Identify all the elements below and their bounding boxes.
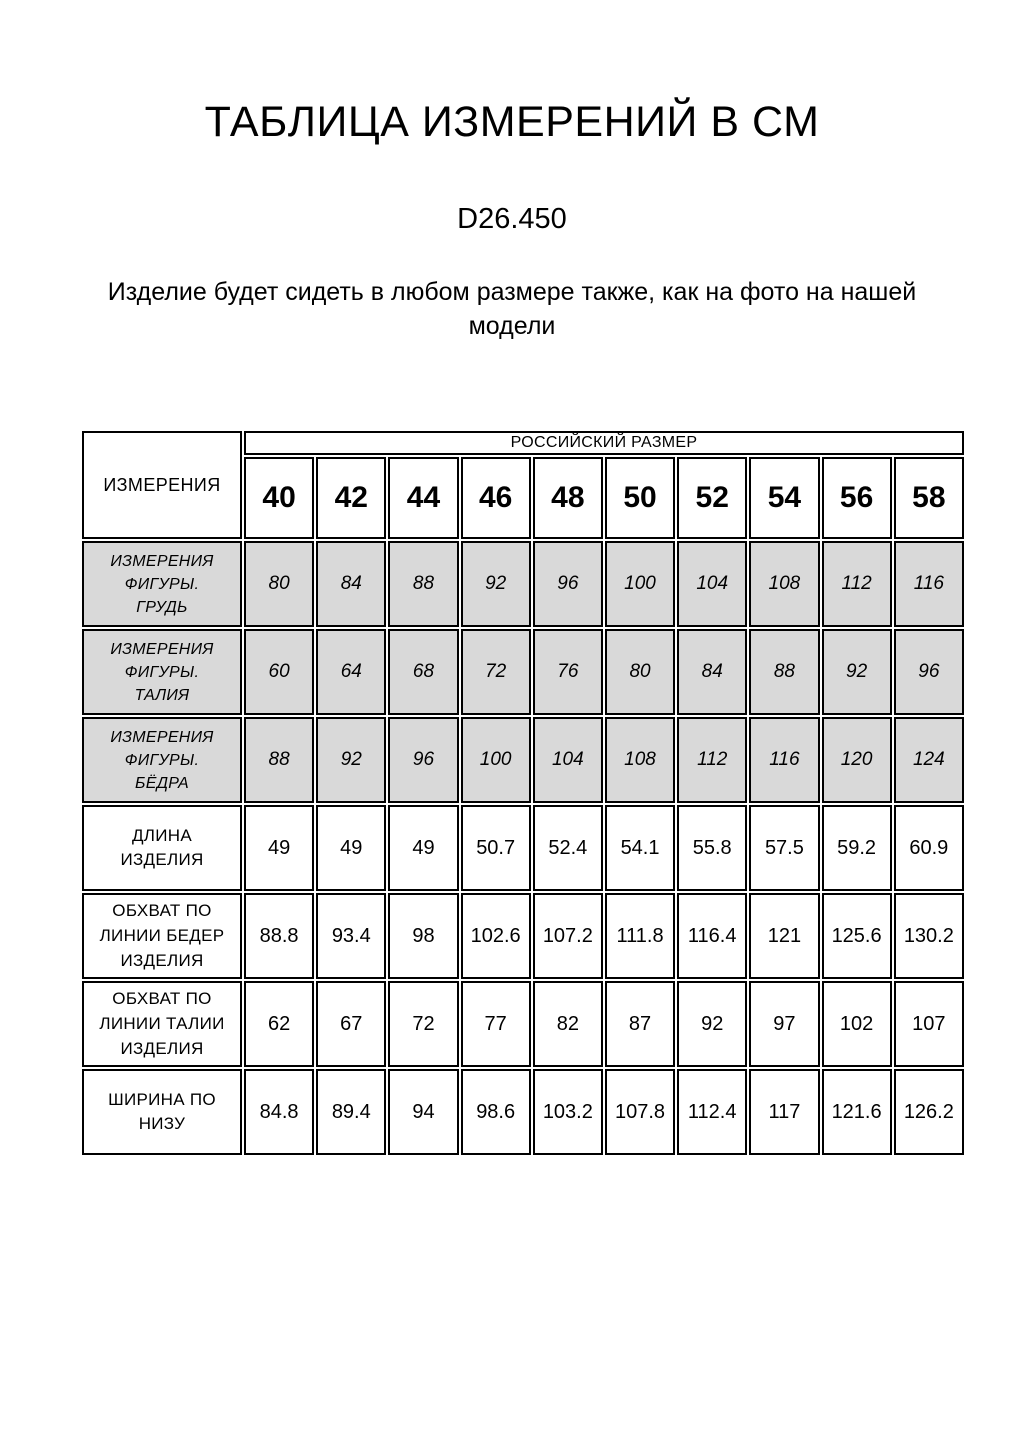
size-header-cell: 56 [822,457,892,539]
table-row [82,981,964,1067]
size-header-cell: 46 [461,457,531,539]
value-cell: 49 [244,805,314,891]
product-code: D26.450 [457,203,567,236]
value-cell: 50.7 [461,805,531,891]
value-cell: 60 [244,629,314,715]
value-cell: 126.2 [894,1069,964,1155]
group-header-cell: РОССИЙСКИЙ РАЗМЕР [244,431,964,455]
value-cell: 96 [533,541,603,627]
value-cell: 80 [244,541,314,627]
value-cell: 72 [388,981,458,1067]
value-cell: 98.6 [461,1069,531,1155]
value-cell: 87 [605,981,675,1067]
row-label-cell: ОБХВАТ ПО ЛИНИИ ТАЛИИ ИЗДЕЛИЯ [82,981,242,1067]
fit-note: Изделие будет сидеть в любом размере также, как на фото на нашей модели [107,278,917,341]
value-cell: 82 [533,981,603,1067]
value-cell: 102.6 [461,893,531,979]
value-cell: 94 [388,1069,458,1155]
row-label-cell: ИЗМЕРЕНИЯ ФИГУРЫ. ТАЛИЯ [82,629,242,715]
value-cell: 125.6 [822,893,892,979]
size-header-cell: 50 [605,457,675,539]
value-cell: 67 [316,981,386,1067]
value-cell: 92 [677,981,747,1067]
corner-label-cell: ИЗМЕРЕНИЯ [82,431,242,539]
value-cell: 116.4 [677,893,747,979]
row-label-cell: ИЗМЕРЕНИЯ ФИГУРЫ. БЁДРА [82,717,242,803]
value-cell: 107 [894,981,964,1067]
table-row [82,805,964,891]
value-cell: 55.8 [677,805,747,891]
value-cell: 124 [894,717,964,803]
value-cell: 49 [316,805,386,891]
value-cell: 104 [677,541,747,627]
value-cell: 98 [388,893,458,979]
size-header-cell: 40 [244,457,314,539]
value-cell: 116 [749,717,819,803]
value-cell: 108 [749,541,819,627]
value-cell: 77 [461,981,531,1067]
value-cell: 49 [388,805,458,891]
table-row [82,717,964,803]
value-cell: 96 [388,717,458,803]
row-label-cell: ИЗМЕРЕНИЯ ФИГУРЫ. ГРУДЬ [82,541,242,627]
value-cell: 107.8 [605,1069,675,1155]
value-cell: 88 [749,629,819,715]
value-cell: 111.8 [605,893,675,979]
table-row [82,893,964,979]
row-label-cell: ОБХВАТ ПО ЛИНИИ БЕДЕР ИЗДЕЛИЯ [82,893,242,979]
value-cell: 72 [461,629,531,715]
value-cell: 93.4 [316,893,386,979]
value-cell: 88 [244,717,314,803]
value-cell: 88 [388,541,458,627]
measurements-table [80,429,966,1157]
value-cell: 121 [749,893,819,979]
value-cell: 117 [749,1069,819,1155]
page-title: ТАБЛИЦА ИЗМЕРЕНИЙ В СМ [204,98,820,146]
value-cell: 80 [605,629,675,715]
value-cell: 84 [677,629,747,715]
row-label-cell: ДЛИНА ИЗДЕЛИЯ [82,805,242,891]
size-header-cell: 44 [388,457,458,539]
value-cell: 92 [461,541,531,627]
value-cell: 100 [461,717,531,803]
header-row-group [82,431,964,455]
value-cell: 97 [749,981,819,1067]
value-cell: 100 [605,541,675,627]
table-row [82,541,964,627]
size-header-cell: 52 [677,457,747,539]
value-cell: 107.2 [533,893,603,979]
size-header-cell: 42 [316,457,386,539]
value-cell: 116 [894,541,964,627]
value-cell: 76 [533,629,603,715]
value-cell: 121.6 [822,1069,892,1155]
value-cell: 112.4 [677,1069,747,1155]
table-row [82,629,964,715]
value-cell: 104 [533,717,603,803]
value-cell: 92 [822,629,892,715]
size-header-cell: 58 [894,457,964,539]
value-cell: 89.4 [316,1069,386,1155]
value-cell: 64 [316,629,386,715]
value-cell: 112 [822,541,892,627]
table-row [82,1069,964,1155]
value-cell: 108 [605,717,675,803]
size-header-cell: 48 [533,457,603,539]
value-cell: 84 [316,541,386,627]
value-cell: 120 [822,717,892,803]
value-cell: 84.8 [244,1069,314,1155]
value-cell: 112 [677,717,747,803]
value-cell: 102 [822,981,892,1067]
value-cell: 130.2 [894,893,964,979]
value-cell: 96 [894,629,964,715]
value-cell: 54.1 [605,805,675,891]
value-cell: 68 [388,629,458,715]
value-cell: 62 [244,981,314,1067]
row-label-cell: ШИРИНА ПО НИЗУ [82,1069,242,1155]
value-cell: 52.4 [533,805,603,891]
value-cell: 103.2 [533,1069,603,1155]
value-cell: 59.2 [822,805,892,891]
value-cell: 92 [316,717,386,803]
value-cell: 88.8 [244,893,314,979]
value-cell: 60.9 [894,805,964,891]
value-cell: 57.5 [749,805,819,891]
size-header-cell: 54 [749,457,819,539]
